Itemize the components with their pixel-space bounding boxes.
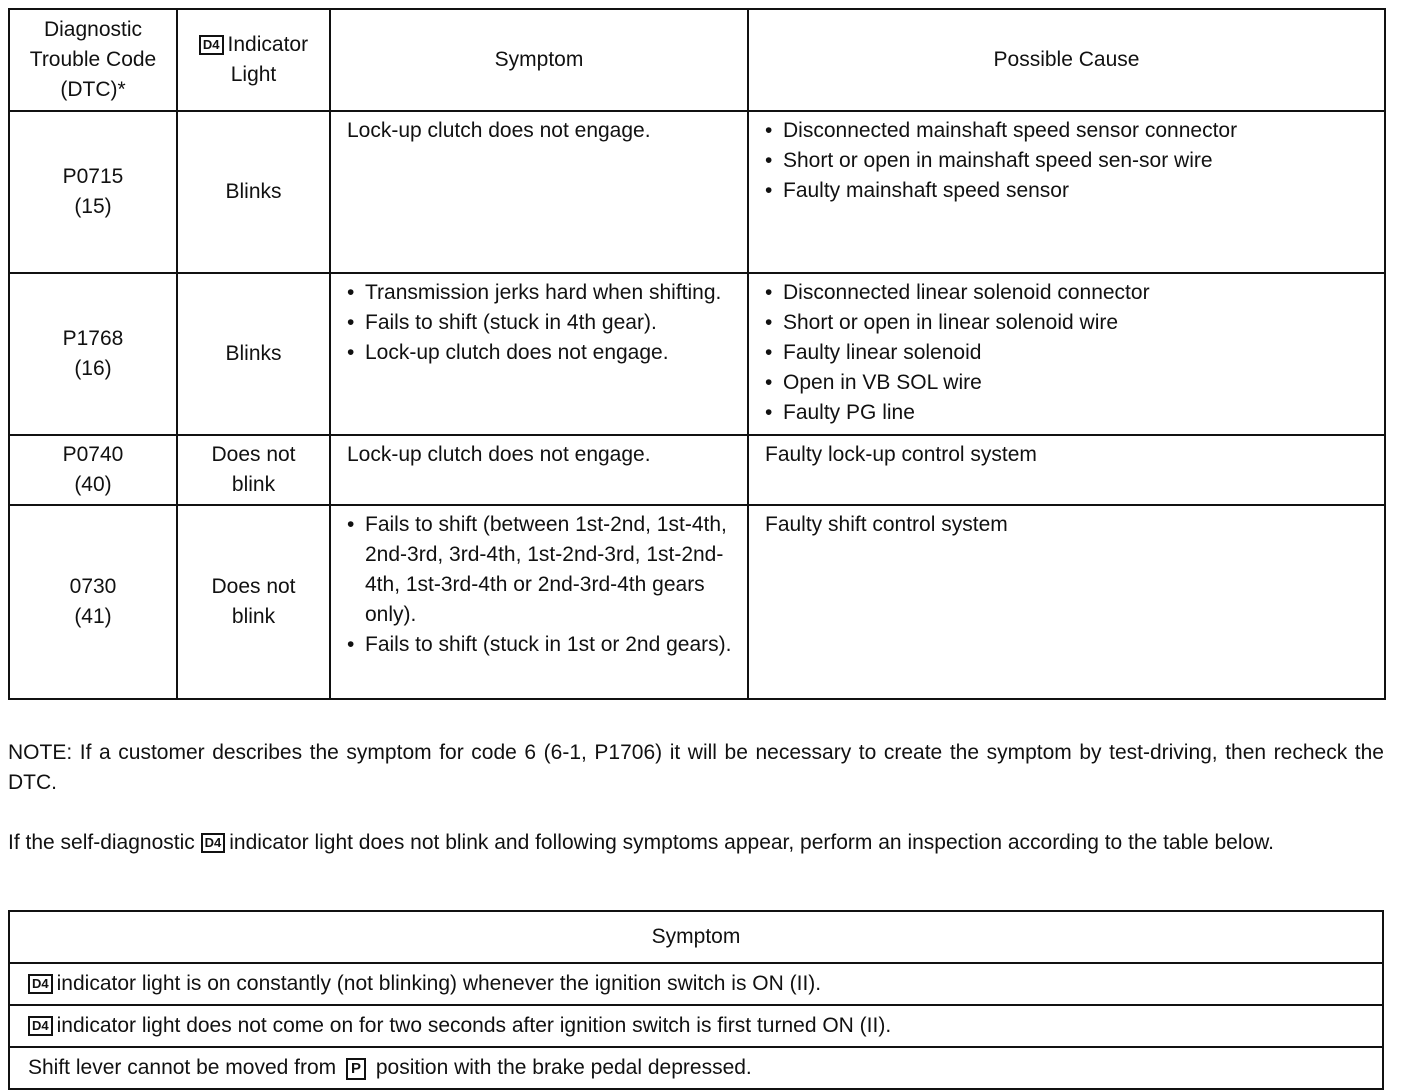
list-item: • Transmission jerks hard when shifting. [347, 278, 737, 308]
park-position-icon: P [346, 1058, 366, 1080]
indicator-status: Blinks [177, 273, 330, 435]
indicator-status: Does not blink [177, 505, 330, 699]
dtc-table-header-row [9, 9, 1385, 111]
table-row [9, 111, 1385, 273]
list-item: • Fails to shift (stuck in 4th gear). [347, 308, 737, 338]
symptom-list [347, 278, 737, 368]
d4-indicator-icon: D4 [28, 974, 53, 994]
indicator-status: Does not blink [177, 435, 330, 505]
symptom-row-cell: D4 indicator light is on constantly (not blinking) whenever the ignition switch is ON (II). [9, 963, 1383, 1005]
instruction-paragraph: If the self-diagnostic D4 indicator light does not blink and following symptoms appear, perform an inspection according to the table below. [8, 831, 1275, 854]
list-item: • Faulty linear solenoid [765, 338, 1374, 368]
dtc-code-cell: P0740 (40) [9, 435, 177, 505]
list-item: • Faulty mainshaft speed sensor [765, 176, 1374, 206]
dtc-code-cell: P0715 (15) [9, 111, 177, 273]
dtc-code-cell: 0730 (41) [9, 505, 177, 699]
symptom-row-cell: D4 indicator light does not come on for two seconds after ignition switch is first turned ON (II). [9, 1005, 1383, 1047]
list-item: • Lock-up clutch does not engage. [347, 338, 737, 368]
symptom-row-cell: Shift lever cannot be moved from P position with the brake pedal depressed. [9, 1047, 1383, 1089]
cause-cell [748, 273, 1385, 435]
table-row [9, 435, 1385, 505]
header-possible-cause: Possible Cause [748, 9, 1385, 111]
cause-cell: Faulty lock-up control system [748, 435, 1385, 505]
table-row [9, 1005, 1383, 1047]
dtc-table [8, 8, 1386, 700]
d4-indicator-icon: D4 [201, 833, 226, 853]
list-item: • Short or open in mainshaft speed sen-sor wire [765, 146, 1374, 176]
symptom-cell [330, 273, 748, 435]
cause-list [765, 116, 1374, 206]
list-item: • Disconnected mainshaft speed sensor connector [765, 116, 1374, 146]
d4-indicator-icon: D4 [28, 1016, 53, 1036]
symptom-table-header: Symptom [9, 911, 1383, 963]
list-item: • Open in VB SOL wire [765, 368, 1374, 398]
table-row [9, 505, 1385, 699]
table-row [9, 273, 1385, 435]
symptom-table [8, 910, 1384, 1090]
d4-indicator-icon: D4 [199, 35, 224, 55]
indicator-status: Blinks [177, 111, 330, 273]
cause-cell [748, 111, 1385, 273]
symptom-cell: Lock-up clutch does not engage. [330, 111, 748, 273]
table-row [9, 1047, 1383, 1089]
list-item: • Short or open in linear solenoid wire [765, 308, 1374, 338]
symptom-table-header-row [9, 911, 1383, 963]
cause-cell: Faulty shift control system [748, 505, 1385, 699]
symptom-cell [330, 505, 748, 699]
table-row [9, 963, 1383, 1005]
cause-list [765, 278, 1374, 428]
note-paragraph: NOTE: If a customer describes the symptom for code 6 (6-1, P1706) it will be necessary to create the symptom by test-driving, then recheck the DTC. [8, 741, 1384, 794]
header-indicator-light: D4 Indicator Light [177, 9, 330, 111]
dtc-code-cell: P1768 (16) [9, 273, 177, 435]
list-item: • Faulty PG line [765, 398, 1374, 428]
header-symptom: Symptom [330, 9, 748, 111]
list-item: • Fails to shift (between 1st-2nd, 1st-4th, 2nd-3rd, 3rd-4th, 1st-2nd-3rd, 1st-2nd-4th, 1st-3rd-4th or 2nd-3rd-4th gears only). [347, 510, 737, 630]
header-dtc: Diagnostic Trouble Code (DTC)* [9, 9, 177, 111]
list-item: • Fails to shift (stuck in 1st or 2nd gears). [347, 630, 737, 660]
symptom-list [347, 510, 737, 660]
list-item: • Disconnected linear solenoid connector [765, 278, 1374, 308]
symptom-cell: Lock-up clutch does not engage. [330, 435, 748, 505]
